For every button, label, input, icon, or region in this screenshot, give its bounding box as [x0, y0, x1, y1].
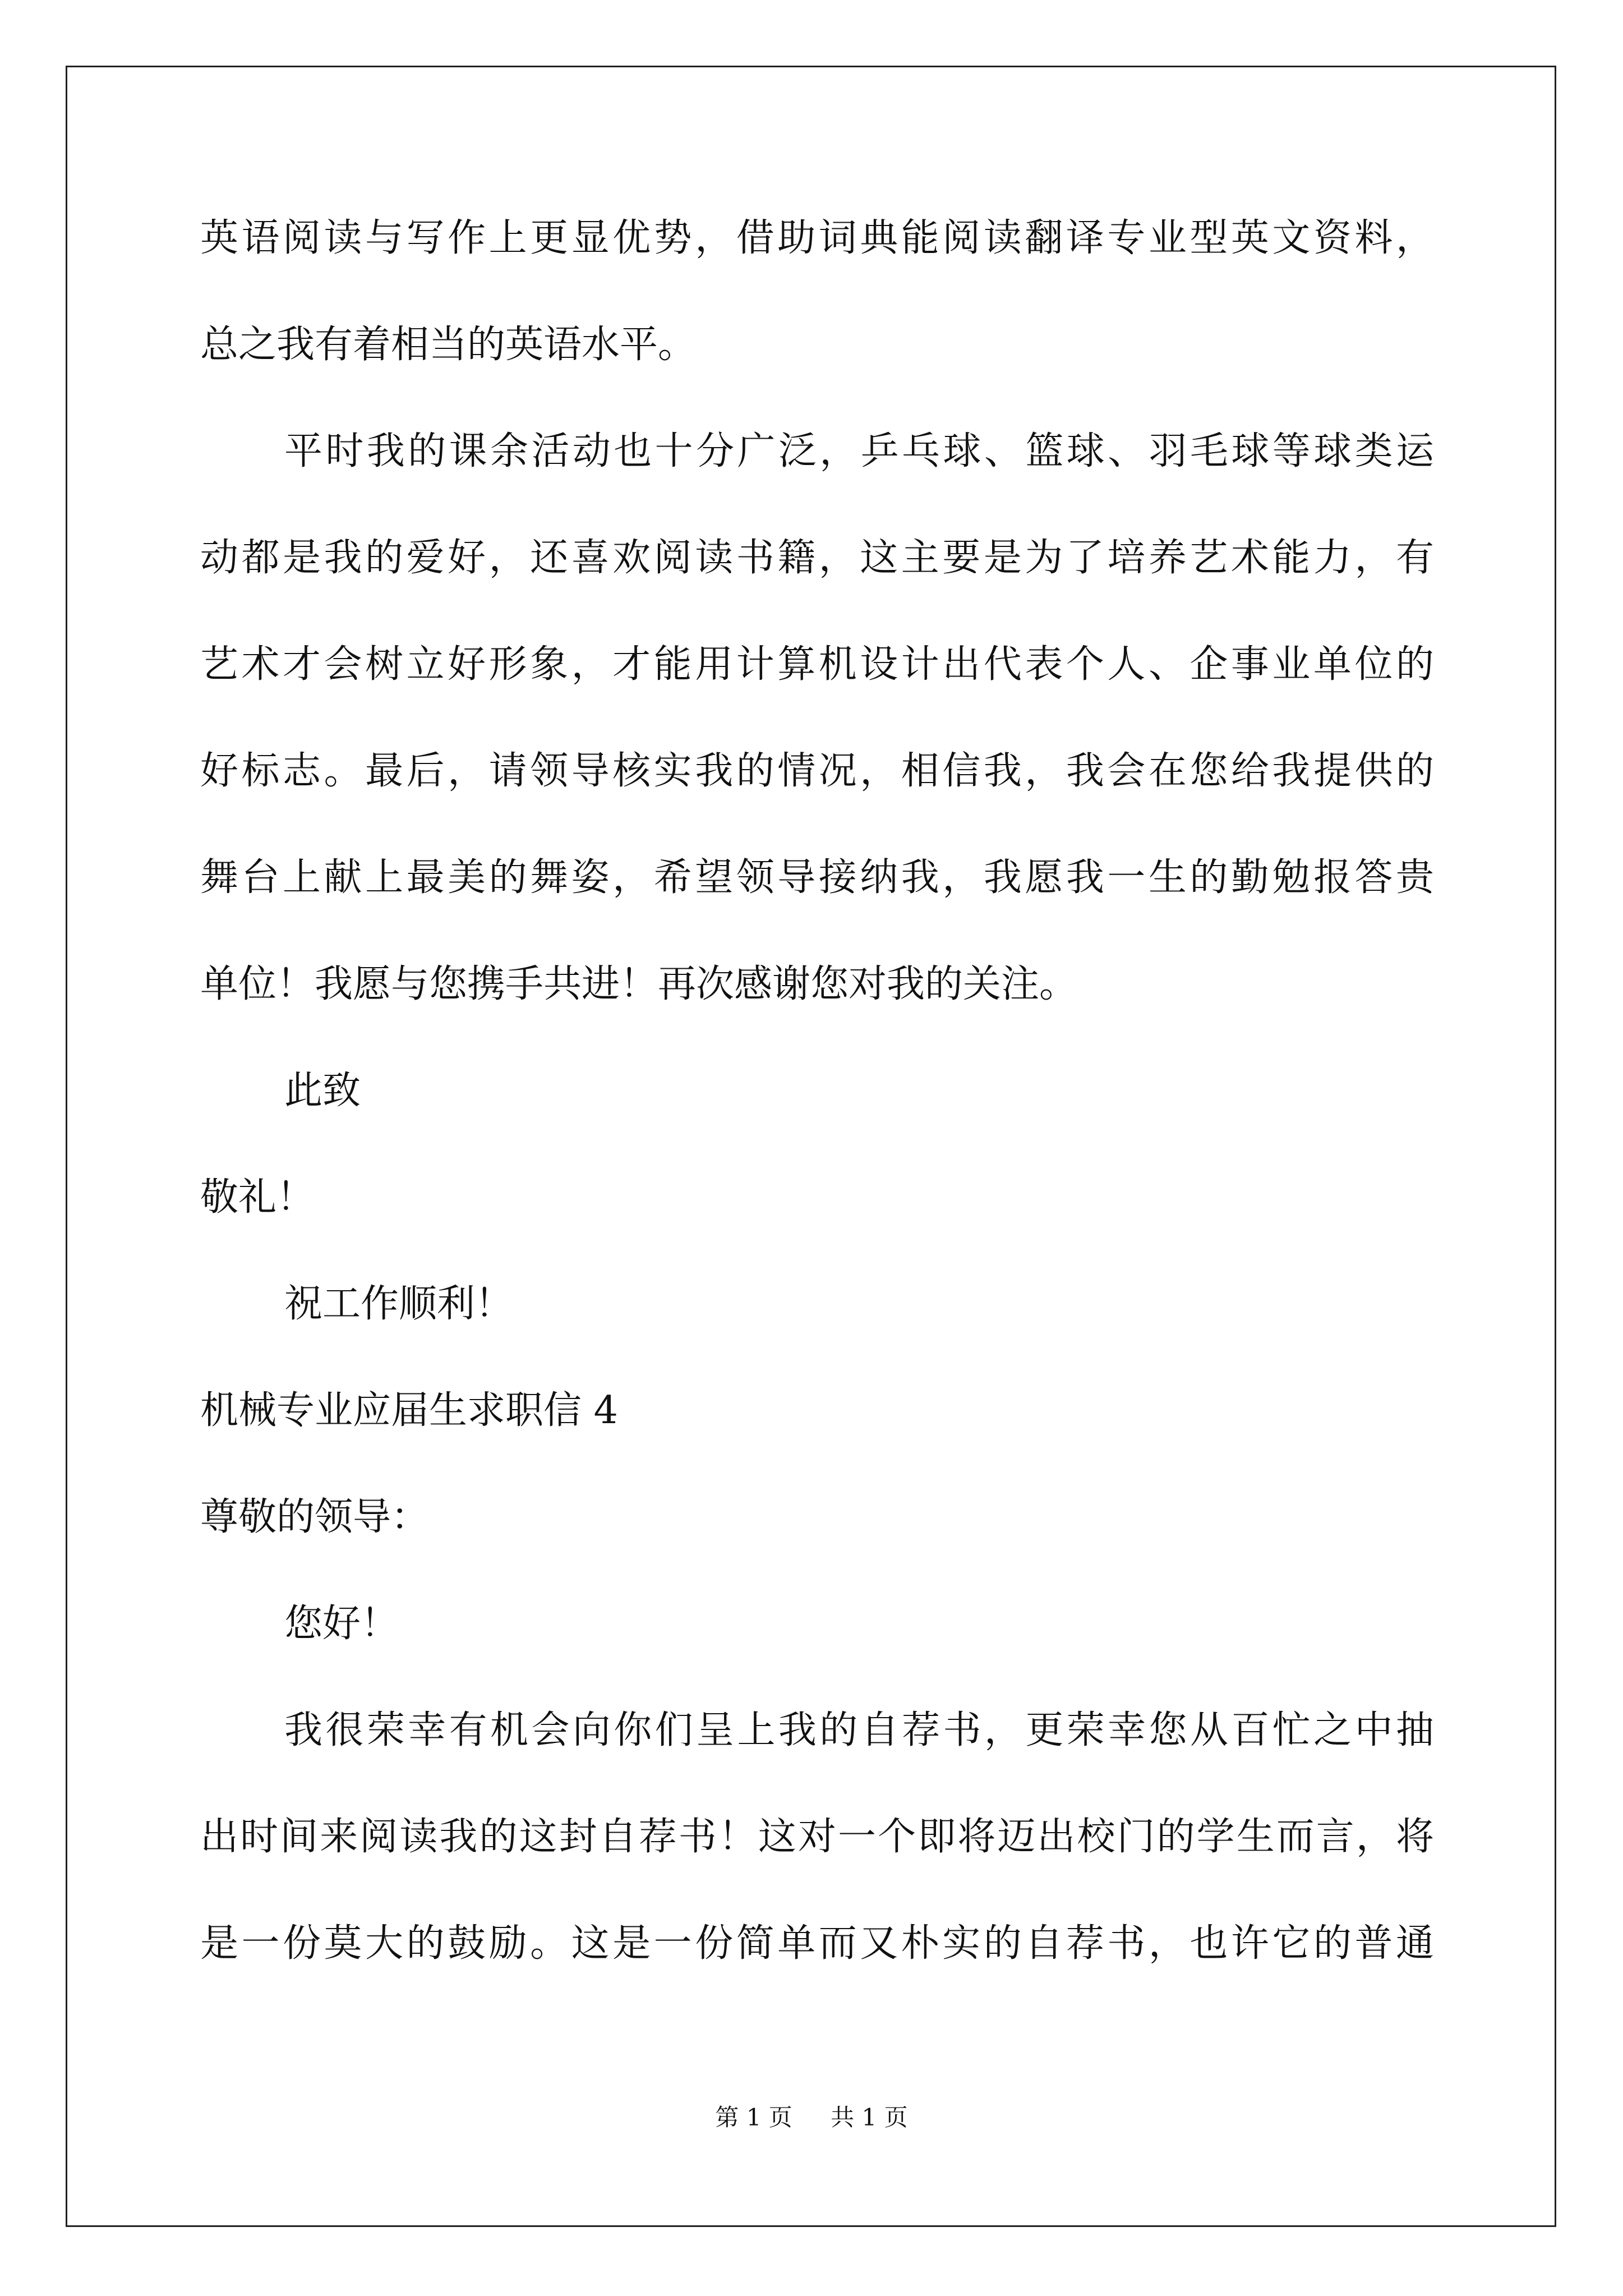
body-text-line: 好标志。最后，请领导核实我的情况，相信我，我会在您给我提供的 — [200, 749, 1434, 793]
body-text-line: 出时间来阅读我的这封自荐书！这对一个即将迈出校门的学生而言，将 — [200, 1815, 1434, 1859]
body-text-line: 舞台上献上最美的舞姿，希望领导接纳我，我愿我一生的勤勉报答贵 — [200, 855, 1434, 900]
body-text-line: 总之我有着相当的英语水平。 — [200, 323, 697, 367]
body-text-line: 单位！我愿与您携手共进！再次感谢您对我的关注。 — [200, 962, 1078, 1006]
closing-phrase: 此致 — [284, 1069, 361, 1113]
body-text-line: 动都是我的爱好，还喜欢阅读书籍，这主要是为了培养艺术能力，有 — [200, 536, 1434, 580]
paragraph-start-line: 平时我的课余活动也十分广泛，乒乓球、篮球、羽毛球等球类运 — [284, 429, 1434, 473]
closing-wish: 祝工作顺利！ — [284, 1282, 514, 1326]
body-text-line: 英语阅读与写作上更显优势，借助词典能阅读翻译专业型英文资料， — [200, 216, 1434, 260]
page-border — [66, 66, 1556, 2227]
greeting: 您好！ — [284, 1602, 399, 1646]
page-number-current: 第 1 页 — [715, 2104, 792, 2131]
page-number-total: 共 1 页 — [831, 2104, 908, 2131]
salutation-closing: 敬礼！ — [200, 1175, 315, 1220]
body-text-line: 是一份莫大的鼓励。这是一份简单而又朴实的自荐书，也许它的普通 — [200, 1921, 1434, 1966]
section-title: 机械专业应届生求职信 4 — [200, 1388, 618, 1433]
greeting-recipient: 尊敬的领导： — [200, 1495, 430, 1539]
page-footer — [0, 2101, 1623, 2134]
paragraph-start-line: 我很荣幸有机会向你们呈上我的自荐书，更荣幸您从百忙之中抽 — [284, 1708, 1434, 1752]
body-text-line: 艺术才会树立好形象，才能用计算机设计出代表个人、企事业单位的 — [200, 642, 1434, 687]
